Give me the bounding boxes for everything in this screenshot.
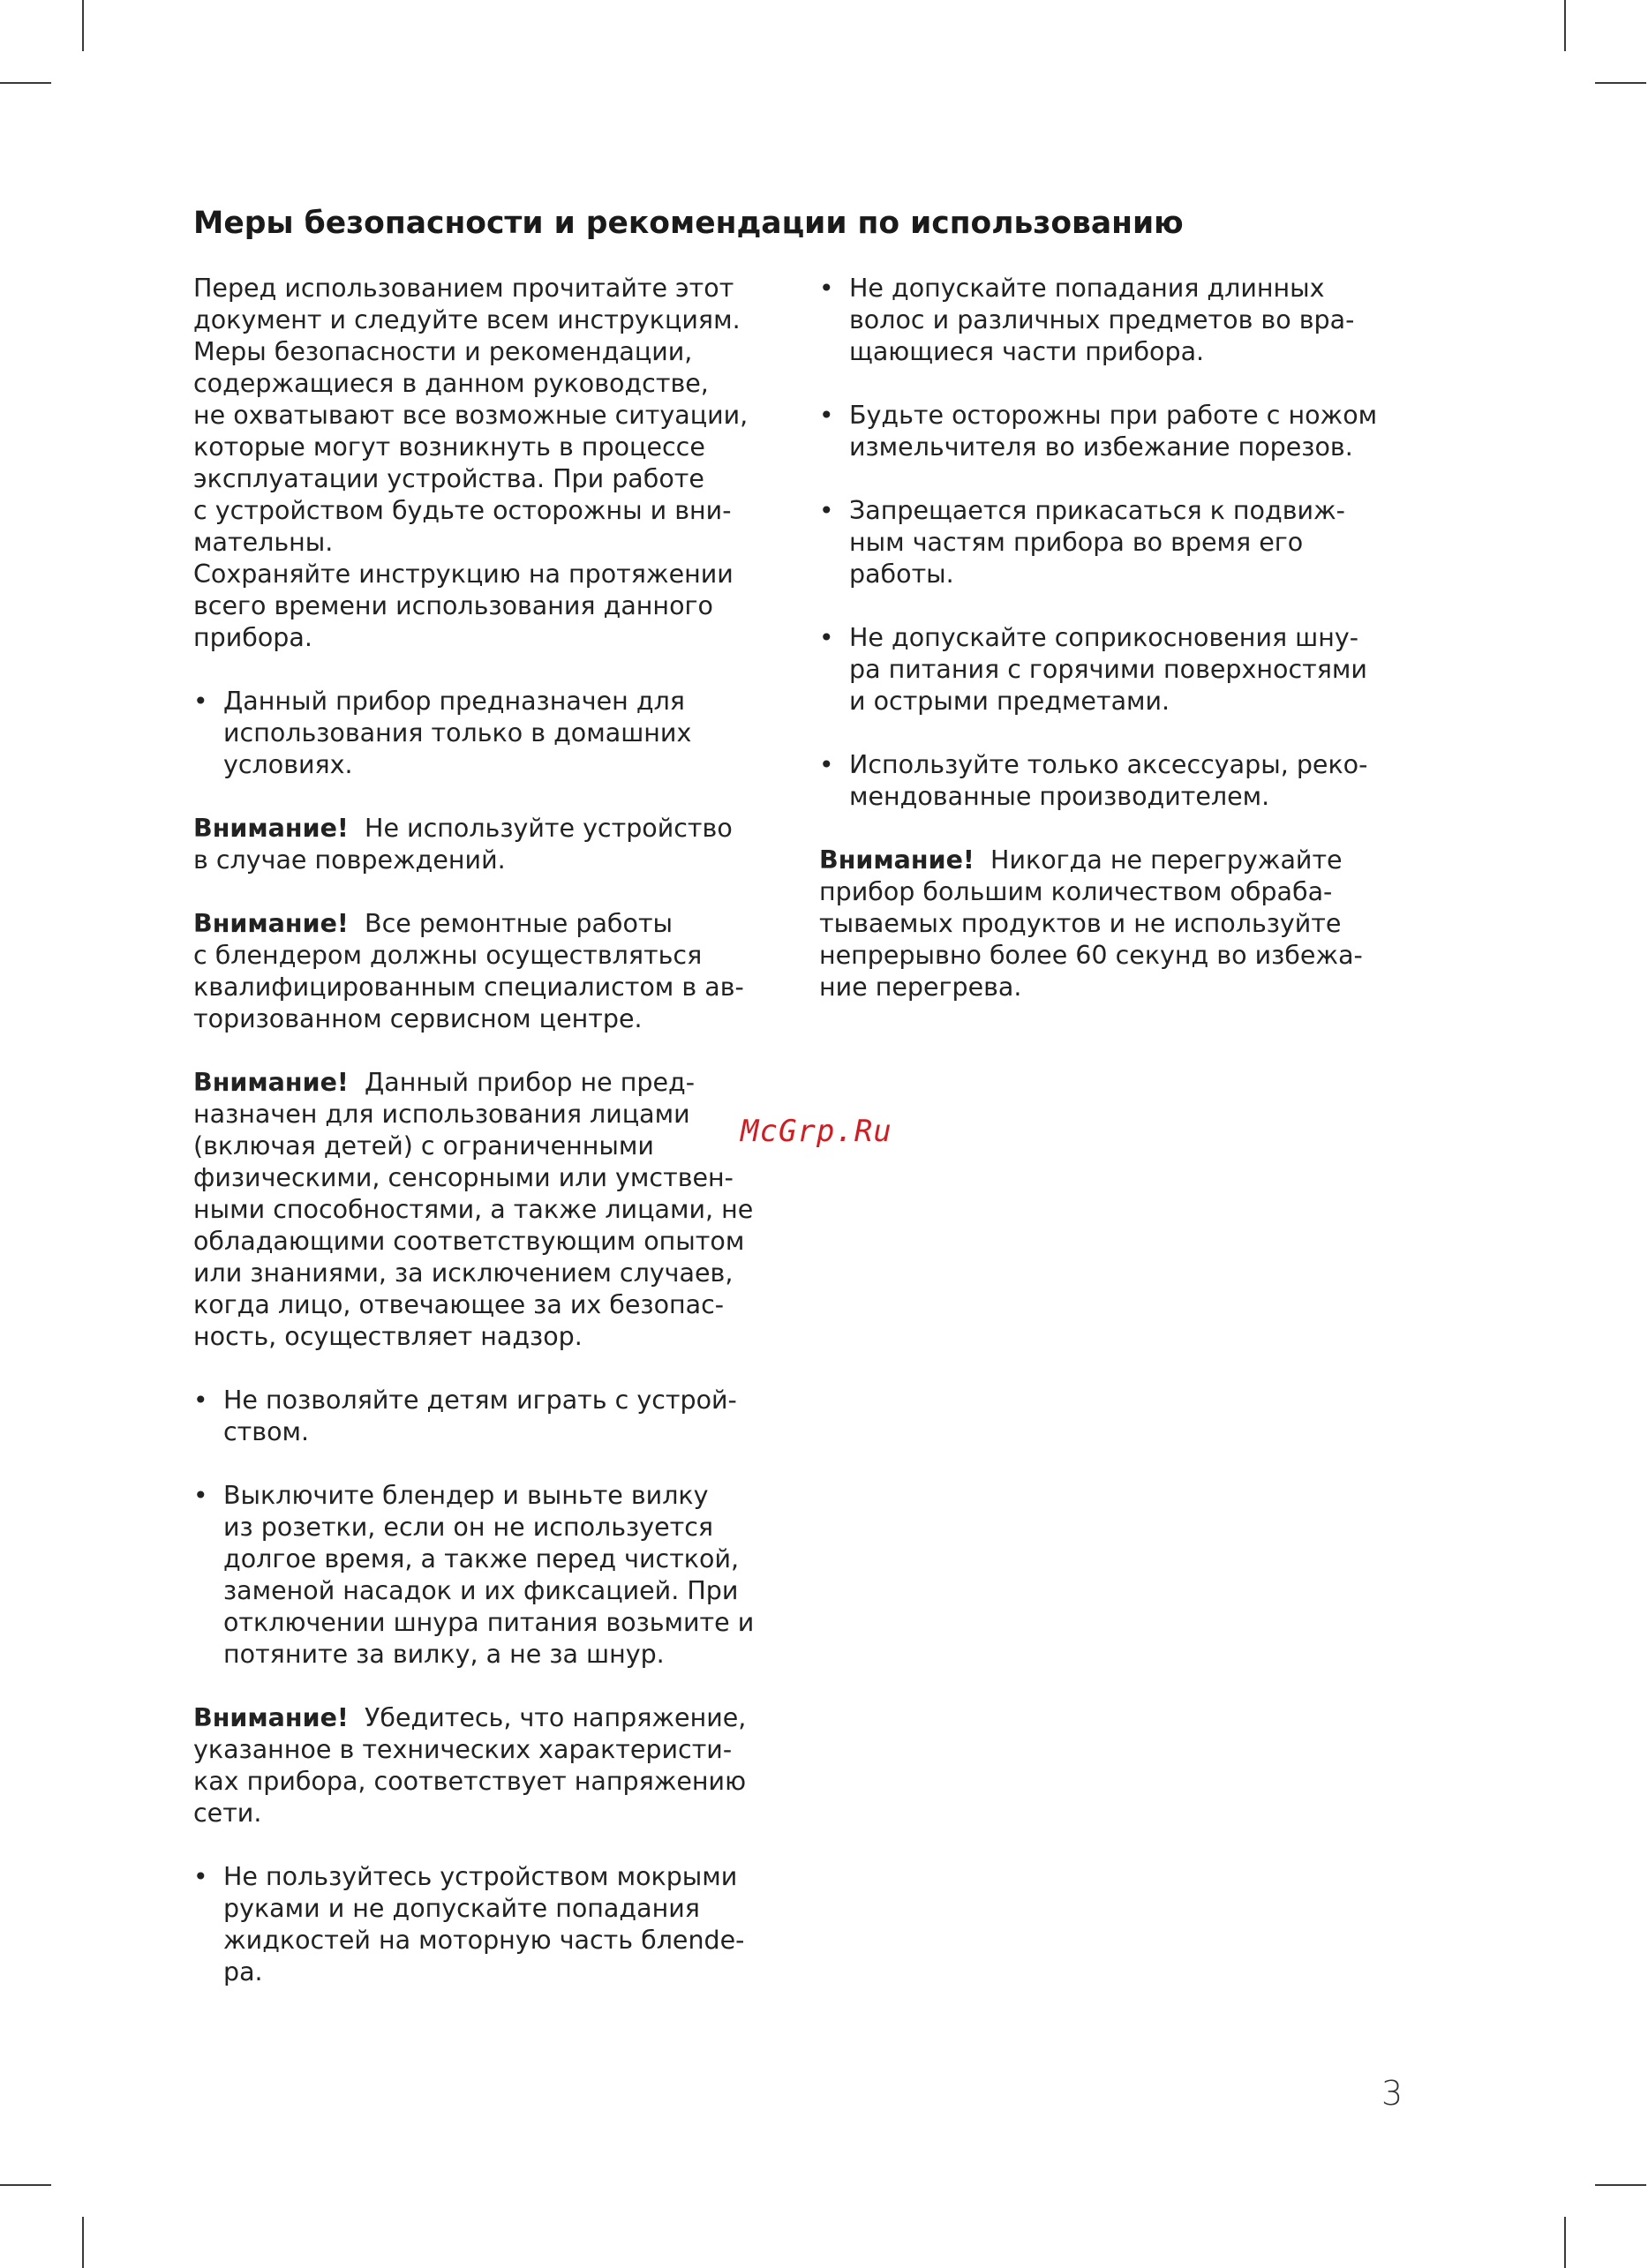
text-line: содержащиеся в данном руководстве, [193,369,709,398]
text-line: потяните за вилку, а не за шнур. [223,1640,665,1669]
crop-mark [0,82,51,84]
right-column [819,273,1419,1035]
text-line: • Запрещается прикасаться к подвиж- [849,496,1345,525]
crop-mark [82,2217,84,2268]
crop-mark [1595,82,1646,84]
bullet-item [819,495,1419,590]
text-line: щающиеся части прибора. [849,337,1205,366]
text-fragment: Не используйте устройство [365,814,733,843]
page-number: 3 [1381,2074,1403,2113]
text-line: ках прибора, соответствует напряжению [193,1767,747,1796]
text-line: физическими, сенсорными или умствен- [193,1163,734,1192]
text-line: ством. [223,1417,310,1446]
text-line: • Используйте только аксессуары, реко- [849,750,1368,779]
text-line: ными способностями, а также лицами, не [193,1195,754,1224]
warning-paragraph [193,1702,785,1829]
crop-mark [1564,2217,1566,2268]
text-line: ность, осуществляет надзор. [193,1322,583,1351]
text-line: Меры безопасности и рекомендации, [193,337,693,366]
text-line: ра. [223,1957,263,1986]
bullet-item [819,273,1419,368]
bullet-item [193,1385,785,1448]
text-line: руками и не допускайте попадания [223,1894,700,1923]
text-line: • Не допускайте попадания длинных [849,274,1325,303]
warning-paragraph [193,908,785,1035]
left-column [193,273,785,2020]
crop-mark [1564,0,1566,51]
text-line: всего времени использования данного [193,591,713,620]
text-line: с блендером должны осуществляться [193,941,703,970]
text-fragment: Данный прибор не пред- [365,1068,695,1097]
text-line: непрерывно более 60 секунд во избежа- [819,941,1363,970]
text-line: условиях. [223,750,353,779]
text-line [193,813,785,845]
text-line: • Выключите блендер и выньте вилку [223,1481,709,1510]
text-line: (включая детей) с ограниченными [193,1131,654,1160]
text-line [193,1702,785,1734]
bullet-item [193,1861,785,1988]
text-fragment: Никогда не перегружайте [990,845,1343,875]
text-line: долгое время, а также перед чисткой, [223,1544,740,1573]
warning-paragraph [193,1067,785,1353]
text-line: квалифицированным специалистом в ав- [193,973,744,1002]
text-line [819,845,1419,876]
text-line: работы. [849,559,954,589]
text-line: когда лицо, отвечающее за их безопас- [193,1290,725,1319]
text-line: • Не позволяйте детям играть с устрой- [223,1386,737,1415]
text-line: • Не пользуйтесь устройством мокрыми [223,1862,738,1891]
text-line: Перед использованием прочитайте этот [193,274,734,303]
text-line: указанное в технических характеристи- [193,1735,733,1764]
text-line: жидкостей на моторную часть блende- [223,1926,745,1955]
text-fragment: Убедитесь, что напряжение, [365,1703,747,1732]
text-line: волос и различных предметов во вра- [849,305,1355,334]
text-line: с устройством будьте осторожны и вни- [193,496,732,525]
text-line: прибора. [193,623,312,652]
text-line: или знаниями, за исключением случаев, [193,1258,734,1288]
crop-mark [82,0,84,51]
bullet-item [819,749,1419,813]
text-line: прибор большим количеством обраба- [819,877,1333,906]
text-line: эксплуатации устройства. При работе [193,464,704,493]
text-line: отключении шнура питания возьмите и [223,1608,755,1637]
text-line: • Данный прибор предназначен для [223,687,685,716]
warning-label: Внимание! [193,814,349,843]
text-line: документ и следуйте всем инструкциям. [193,305,741,334]
text-line [193,1067,785,1099]
warning-paragraph [819,845,1419,1003]
text-line: ние перегрева. [819,973,1022,1002]
text-line: заменой насадок и их фиксацией. При [223,1576,739,1605]
page-title: Меры безопасности и рекомендации по использованию [193,206,1184,241]
text-fragment: Все ремонтные работы [365,909,673,938]
text-line: Сохраняйте инструкцию на протяжении [193,559,734,589]
text-line: мендованные производителем. [849,782,1270,811]
bullet-item [819,400,1419,463]
text-line: • Будьте осторожны при работе с ножом [849,401,1378,430]
text-line: и острыми предметами. [849,687,1170,716]
text-line: измельчителя во избежание порезов. [849,432,1353,462]
warning-label: Внимание! [193,1703,349,1732]
text-line: тываемых продуктов и не используйте [819,909,1342,938]
text-line: • Не допускайте соприкосновения шну- [849,623,1359,652]
bullet-item [193,1480,785,1671]
crop-mark [1595,2184,1646,2186]
bullet-item [193,686,785,781]
text-line: из розетки, если он не используется [223,1513,714,1542]
text-line: обладающими соответствующим опытом [193,1227,745,1256]
text-line: которые могут возникнуть в процессе [193,432,705,462]
warning-label: Внимание! [193,1068,349,1097]
text-line: ным частям прибора во время его [849,528,1304,557]
text-line: мательны. [193,528,334,557]
warning-label: Внимание! [819,845,975,875]
text-line: в случае повреждений. [193,845,506,875]
text-line [193,908,785,940]
warning-paragraph [193,813,785,876]
intro-paragraph [193,273,785,654]
text-line: назначен для использования лицами [193,1100,690,1129]
text-line: ра питания с горячими поверхностями [849,655,1367,684]
watermark: McGrp.Ru [741,1114,892,1149]
bullet-item [819,622,1419,717]
warning-label: Внимание! [193,909,349,938]
text-line: сети. [193,1799,262,1828]
text-line: торизованном сервисном центре. [193,1004,643,1033]
crop-mark [0,2184,51,2186]
text-line: не охватывают все возможные ситуации, [193,401,749,430]
text-line: использования только в домашних [223,718,692,747]
